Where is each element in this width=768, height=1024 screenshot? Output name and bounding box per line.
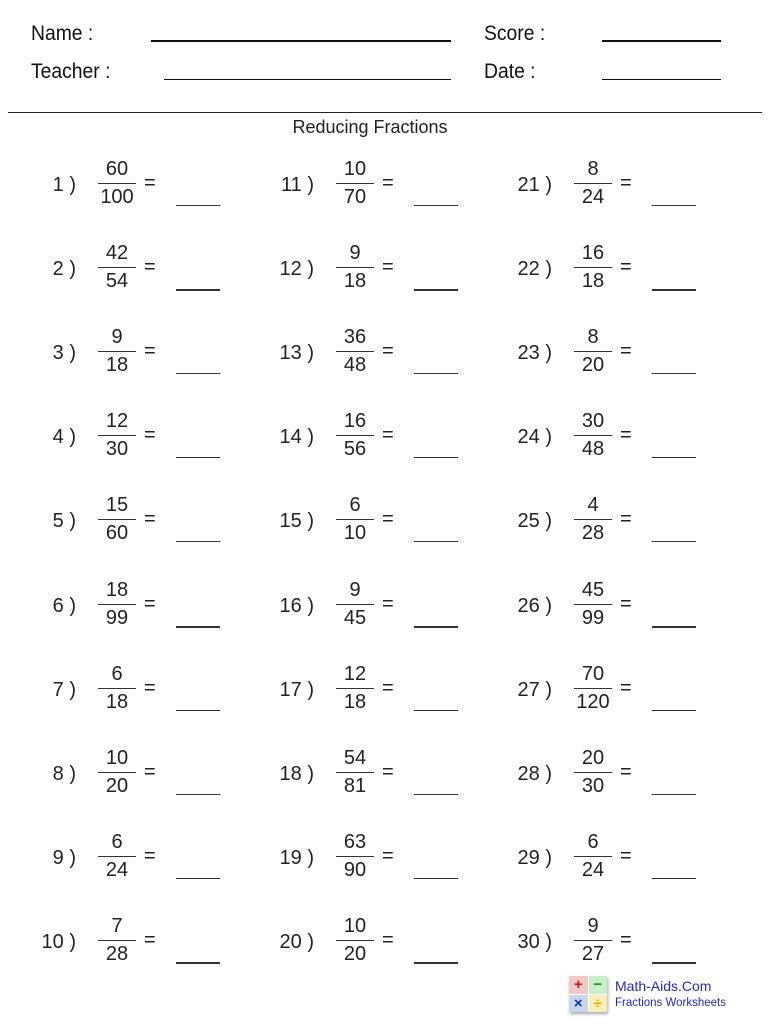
equals-sign: = [620, 676, 632, 699]
fraction-bar [574, 435, 612, 436]
problem-number: 8 ) [52, 762, 76, 785]
problem-item [0, 325, 230, 385]
numerator: 6 [111, 662, 123, 685]
fraction-bar [98, 183, 136, 184]
fraction [574, 578, 612, 631]
fraction-bar [98, 688, 136, 689]
answer-blank[interactable] [176, 373, 220, 374]
fraction-bar [574, 856, 612, 857]
denominator: 99 [581, 606, 605, 629]
answer-blank[interactable] [652, 541, 696, 542]
denominator: 24 [581, 186, 605, 208]
equals-sign: = [382, 844, 394, 867]
score-label: Score : [484, 22, 546, 45]
denominator: 18 [581, 270, 605, 293]
problem-number: 7 ) [52, 678, 76, 701]
date-label: Date : [484, 60, 536, 83]
fraction-bar [98, 940, 136, 941]
equals-sign: = [620, 340, 632, 363]
equals-sign: = [382, 340, 394, 363]
equals-sign: = [382, 592, 394, 615]
fraction-bar [98, 604, 136, 605]
problem-number: 1 ) [52, 174, 76, 196]
numerator: 6 [587, 830, 599, 853]
fraction [336, 157, 374, 210]
problem-item [476, 662, 706, 722]
problem-item [0, 493, 230, 553]
answer-blank[interactable] [652, 878, 696, 879]
denominator: 27 [581, 942, 605, 965]
equals-sign: = [620, 760, 632, 783]
problem-item [476, 578, 706, 638]
answer-blank[interactable] [414, 289, 458, 291]
answer-blank[interactable] [652, 289, 696, 291]
numerator: 9 [349, 578, 361, 601]
denominator: 70 [343, 186, 367, 208]
numerator: 8 [587, 158, 599, 180]
problem-number: 19 ) [279, 846, 314, 869]
times-icon: × [569, 995, 588, 1013]
answer-blank[interactable] [414, 457, 458, 458]
problem-item [0, 746, 230, 806]
problem-number: 26 ) [517, 594, 552, 617]
site-subtitle: Fractions Worksheets [615, 997, 726, 1009]
numerator: 9 [349, 242, 361, 265]
denominator: 30 [581, 774, 605, 797]
denominator: 24 [105, 858, 129, 881]
problem-item [238, 241, 468, 301]
denominator: 45 [343, 606, 367, 629]
fraction [574, 830, 612, 883]
equals-sign: = [620, 172, 632, 194]
denominator: 56 [343, 438, 367, 461]
equals-sign: = [620, 424, 632, 447]
problem-item [476, 746, 706, 806]
fraction-bar [98, 519, 136, 520]
fraction-bar [336, 856, 374, 857]
equals-sign: = [620, 844, 632, 867]
answer-blank[interactable] [176, 205, 220, 206]
denominator: 18 [105, 690, 129, 713]
denominator: 60 [105, 522, 129, 545]
plus-icon: + [569, 976, 588, 994]
fraction [336, 409, 374, 462]
numerator: 18 [105, 578, 129, 601]
numerator: 16 [581, 242, 605, 265]
answer-blank[interactable] [414, 962, 458, 964]
numerator: 4 [587, 494, 599, 517]
equals-sign: = [144, 844, 156, 867]
problem-number: 23 ) [517, 342, 552, 365]
problem-item [238, 578, 468, 638]
denominator: 99 [105, 606, 129, 629]
denominator: 90 [343, 858, 367, 881]
answer-blank[interactable] [652, 710, 696, 711]
fraction [336, 662, 374, 715]
fraction [98, 241, 136, 294]
equals-sign: = [144, 424, 156, 447]
problem-item [476, 830, 706, 890]
arithmetic-operators-icon [569, 976, 607, 1012]
problem-number: 2 ) [52, 258, 76, 281]
denominator: 20 [105, 774, 129, 797]
problem-item [476, 325, 706, 385]
answer-blank[interactable] [176, 794, 220, 795]
fraction-bar [336, 267, 374, 268]
numerator: 63 [343, 830, 367, 853]
fraction [574, 493, 612, 546]
answer-blank[interactable] [176, 878, 220, 879]
fraction-bar [574, 688, 612, 689]
numerator: 45 [581, 578, 605, 601]
problem-number: 25 ) [517, 510, 552, 533]
minus-icon: − [589, 976, 608, 994]
denominator: 18 [343, 270, 367, 293]
problem-number: 3 ) [52, 342, 76, 365]
numerator: 10 [343, 914, 367, 937]
answer-blank[interactable] [414, 373, 458, 374]
fraction-bar [336, 940, 374, 941]
equals-sign: = [382, 172, 394, 194]
denominator: 48 [343, 354, 367, 377]
fraction [98, 578, 136, 631]
numerator: 12 [105, 410, 129, 433]
answer-blank[interactable] [652, 626, 696, 628]
problem-item [0, 830, 230, 890]
math-aids-logo [569, 976, 726, 1012]
answer-blank[interactable] [176, 710, 220, 711]
fraction-bar [336, 351, 374, 352]
answer-blank[interactable] [176, 962, 220, 964]
answer-blank[interactable] [176, 626, 220, 628]
equals-sign: = [382, 424, 394, 447]
equals-sign: = [144, 256, 156, 279]
numerator: 20 [581, 746, 605, 769]
fraction [574, 662, 612, 715]
fraction-bar [98, 856, 136, 857]
denominator: 18 [105, 354, 129, 377]
fraction [336, 746, 374, 799]
problem-number: 30 ) [517, 930, 552, 953]
numerator: 42 [105, 242, 129, 265]
fraction [574, 325, 612, 378]
answer-blank[interactable] [652, 794, 696, 795]
equals-sign: = [144, 928, 156, 951]
fraction [98, 325, 136, 378]
problem-item [238, 662, 468, 722]
equals-sign: = [144, 592, 156, 615]
fraction-bar [574, 183, 612, 184]
problem-number: 17 ) [279, 678, 314, 701]
problem-item [0, 662, 230, 722]
answer-blank[interactable] [414, 878, 458, 879]
denominator: 120 [576, 690, 610, 713]
numerator: 70 [581, 662, 605, 685]
problem-number: 5 ) [52, 510, 76, 533]
answer-blank[interactable] [414, 794, 458, 795]
site-name: Math-Aids.Com [615, 978, 712, 994]
numerator: 9 [587, 914, 599, 937]
equals-sign: = [620, 592, 632, 615]
problem-number: 21 ) [517, 174, 552, 196]
fraction [574, 409, 612, 462]
answer-blank[interactable] [414, 626, 458, 628]
answer-blank[interactable] [176, 289, 220, 291]
numerator: 54 [343, 746, 367, 769]
numerator: 30 [581, 410, 605, 433]
problem-number: 20 ) [279, 930, 314, 953]
fraction-bar [336, 772, 374, 773]
problem-item [0, 409, 230, 469]
problem-item [476, 241, 706, 301]
fraction-bar [574, 519, 612, 520]
fraction [574, 241, 612, 294]
problem-number: 6 ) [52, 594, 76, 617]
answer-blank[interactable] [176, 457, 220, 458]
name-label: Name : [31, 22, 94, 45]
problem-item [476, 157, 706, 217]
fraction [336, 325, 374, 378]
fraction-bar [98, 267, 136, 268]
problem-item [476, 493, 706, 553]
fraction [98, 746, 136, 799]
answer-blank[interactable] [414, 710, 458, 711]
equals-sign: = [620, 508, 632, 531]
numerator: 6 [111, 830, 123, 853]
problem-item [238, 493, 468, 553]
equals-sign: = [144, 760, 156, 783]
equals-sign: = [620, 928, 632, 951]
problem-item [238, 914, 468, 974]
fraction-bar [574, 940, 612, 941]
problem-number: 14 ) [279, 426, 314, 449]
divide-icon: ÷ [589, 995, 608, 1013]
denominator: 20 [581, 354, 605, 377]
fraction [98, 914, 136, 967]
numerator: 10 [343, 158, 367, 180]
equals-sign: = [382, 760, 394, 783]
teacher-label: Teacher : [31, 60, 111, 83]
answer-blank[interactable] [414, 205, 458, 206]
fraction [574, 914, 612, 967]
denominator: 81 [343, 774, 367, 797]
fraction [336, 578, 374, 631]
numerator: 15 [105, 494, 129, 517]
problem-item [238, 325, 468, 385]
numerator: 12 [343, 662, 367, 685]
fraction-bar [98, 435, 136, 436]
fraction [336, 914, 374, 967]
fraction [336, 830, 374, 883]
equals-sign: = [382, 508, 394, 531]
answer-blank[interactable] [652, 457, 696, 458]
problem-number: 11 ) [281, 174, 314, 196]
fraction-bar [336, 688, 374, 689]
problem-number: 9 ) [52, 846, 76, 869]
denominator: 10 [343, 522, 367, 545]
denominator: 48 [581, 438, 605, 461]
equals-sign: = [144, 172, 156, 194]
answer-blank[interactable] [652, 373, 696, 374]
score-field[interactable] [602, 40, 721, 42]
problem-item [0, 578, 230, 638]
problem-number: 28 ) [517, 762, 552, 785]
equals-sign: = [382, 928, 394, 951]
header-divider [8, 112, 762, 113]
name-field[interactable] [151, 40, 451, 42]
problem-item [0, 241, 230, 301]
answer-blank[interactable] [176, 541, 220, 542]
problem-item [238, 157, 468, 217]
problem-number: 13 ) [279, 342, 314, 365]
denominator: 24 [581, 858, 605, 881]
fraction-bar [98, 772, 136, 773]
numerator: 8 [587, 326, 599, 349]
denominator: 20 [343, 942, 367, 965]
denominator: 54 [105, 270, 129, 293]
equals-sign: = [620, 256, 632, 279]
problem-number: 16 ) [279, 594, 314, 617]
problem-item [0, 914, 230, 974]
problem-number: 12 ) [279, 258, 314, 281]
problem-item [238, 409, 468, 469]
fraction [98, 493, 136, 546]
date-field[interactable] [602, 79, 721, 80]
denominator: 18 [343, 690, 367, 713]
fraction [98, 662, 136, 715]
problem-number: 22 ) [517, 258, 552, 281]
problem-number: 18 ) [279, 762, 314, 785]
numerator: 36 [343, 326, 367, 349]
answer-blank[interactable] [414, 541, 458, 542]
equals-sign: = [144, 508, 156, 531]
numerator: 16 [343, 410, 367, 433]
fraction [98, 157, 136, 210]
equals-sign: = [144, 676, 156, 699]
problem-item [0, 157, 230, 217]
fraction [98, 409, 136, 462]
fraction [98, 830, 136, 883]
fraction [574, 746, 612, 799]
fraction-bar [574, 604, 612, 605]
problem-item [238, 830, 468, 890]
fraction-bar [336, 604, 374, 605]
problem-number: 4 ) [52, 426, 76, 449]
fraction-bar [574, 772, 612, 773]
equals-sign: = [382, 676, 394, 699]
fraction [336, 493, 374, 546]
problem-number: 29 ) [517, 846, 552, 869]
numerator: 60 [105, 158, 129, 180]
answer-blank[interactable] [652, 205, 696, 206]
denominator: 28 [105, 942, 129, 965]
numerator: 9 [111, 326, 123, 349]
teacher-field[interactable] [164, 79, 451, 80]
worksheet-title: Reducing Fractions [292, 117, 448, 137]
numerator: 10 [105, 746, 129, 769]
answer-blank[interactable] [652, 962, 696, 964]
equals-sign: = [382, 256, 394, 279]
problem-number: 24 ) [517, 426, 552, 449]
fraction-bar [574, 267, 612, 268]
numerator: 7 [111, 914, 123, 937]
fraction [336, 241, 374, 294]
fraction-bar [98, 351, 136, 352]
problem-number: 10 ) [41, 930, 76, 953]
problem-number: 15 ) [279, 510, 314, 533]
equals-sign: = [144, 340, 156, 363]
fraction-bar [336, 183, 374, 184]
fraction [574, 157, 612, 210]
denominator: 28 [581, 522, 605, 545]
problem-item [476, 409, 706, 469]
denominator: 30 [105, 438, 129, 461]
problem-item [476, 914, 706, 974]
fraction-bar [574, 351, 612, 352]
fraction-bar [336, 435, 374, 436]
denominator: 100 [100, 186, 134, 208]
problem-item [238, 746, 468, 806]
numerator: 6 [349, 494, 361, 517]
fraction-bar [336, 519, 374, 520]
problem-number: 27 ) [517, 678, 552, 701]
